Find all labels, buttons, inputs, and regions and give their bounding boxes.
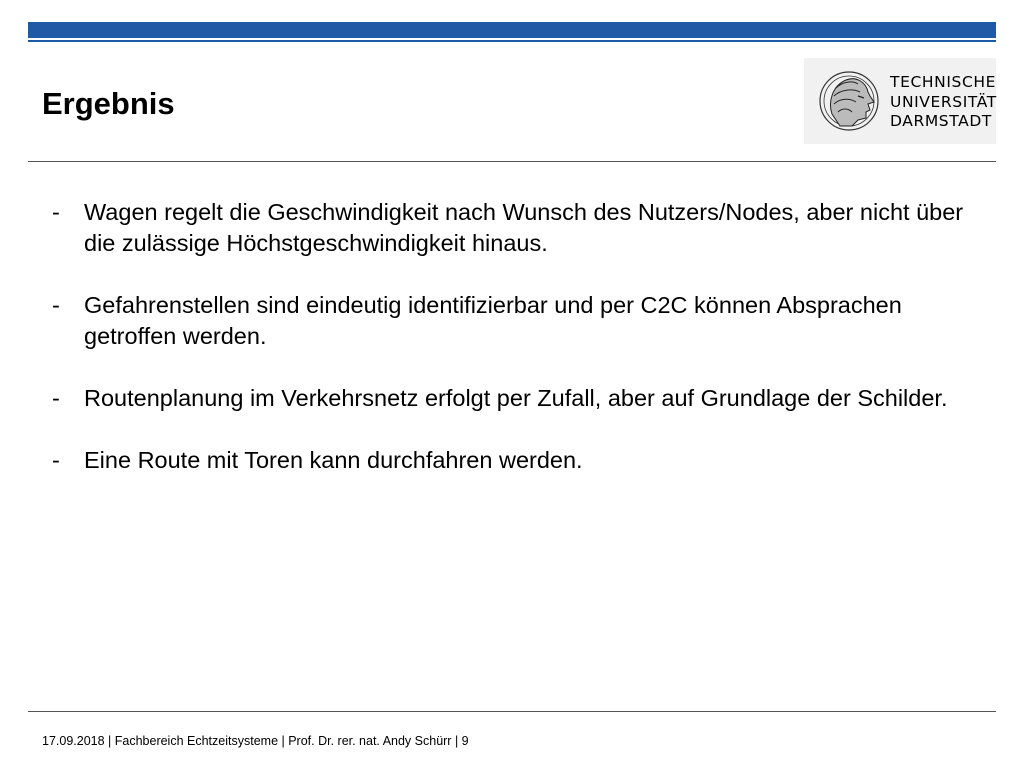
slide-title: Ergebnis xyxy=(42,86,175,121)
logo-line-2: UNIVERSITÄT xyxy=(890,92,997,111)
list-item xyxy=(50,290,980,352)
header-accent-rule xyxy=(28,40,996,42)
logo-wordmark xyxy=(890,73,997,132)
bullet-text: Routenplanung im Verkehrsnetz erfolgt per Zufall, aber auf Grundlage der Schilder. xyxy=(84,385,948,411)
bullet-dash: - xyxy=(52,199,60,225)
result-list xyxy=(50,197,980,507)
slide-footer: 17.09.2018 | Fachbereich Echtzeitsysteme | Prof. Dr. rer. nat. Andy Schürr | 9 xyxy=(42,734,469,748)
header-accent-bar xyxy=(28,22,996,38)
university-logo xyxy=(804,58,996,144)
logo-line-1: TECHNISCHE xyxy=(890,73,997,91)
list-item xyxy=(50,197,980,259)
list-item xyxy=(50,445,980,476)
athena-head-icon xyxy=(818,66,880,136)
header-divider xyxy=(28,161,996,162)
bullet-dash: - xyxy=(52,385,60,411)
footer-divider xyxy=(28,711,996,712)
list-item xyxy=(50,383,980,414)
bullet-dash: - xyxy=(52,447,60,473)
bullet-text: Wagen regelt die Geschwindigkeit nach Wunsch des Nutzers/Nodes, aber nicht über die zulässige Höchstgeschwindigkeit hinaus. xyxy=(84,199,964,256)
logo-line-3: DARMSTADT xyxy=(890,112,992,130)
bullet-dash: - xyxy=(52,292,60,318)
bullet-text: Eine Route mit Toren kann durchfahren werden. xyxy=(84,447,583,473)
bullet-text: Gefahrenstellen sind eindeutig identifizierbar und per C2C können Absprachen getroffen werden. xyxy=(84,292,902,349)
